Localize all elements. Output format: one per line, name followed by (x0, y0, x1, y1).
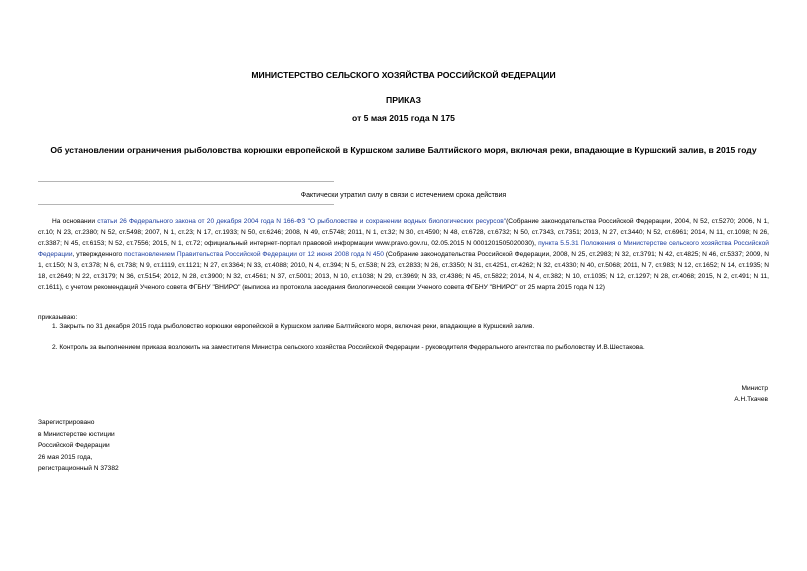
government-decree-link[interactable]: постановлением Правительства Российской Федерации от 12 июня 2008 года N 450 (124, 251, 384, 258)
registration-line: Российской Федерации (38, 442, 110, 449)
basis-text-3: (Собрание законодательства Российской Федерации, 2008, N 25, ст.2983; N 32, ст.3791; N 42, ст.4825; N 46, ст.5337; 2009, N 1, ст.150; N 3, ст.378; N 6, ст.738; N 9, ст.1119, ст.1121; N 27, ст.3364; N 33, ст.4088; 2010, N 4, ст.394; N 5, ст.538; N 23, ст.2833; N 26, ст.3350; N 31, ст.4251, ст.4262; N 32, ст.4330; N 40, ст.5068; 2011, N 7, ст.983; N 12, ст.1652; N 14, ст.1935; N 18, ст.2649; N 22, ст.3179; N 36, ст.5154; 2012, N 28, ст.3900; N 32, ст.4561; N 37, ст.5001; 2013, N 10, ст.1038; N 29, ст.3969; N 33, ст.4386; N 45, ст.5822; 2014, N 4, ст.382; N 10, ст.1035; N 12, ст.1297; N 28, ст.4068; 2015, N 2, ст.491; N 11, ст.1611), с учетом рекомендаций Ученого совета ФГБНУ "ВНИРО" (выписка из протокола заседания биологической секции Ученого совета ФГБНУ "ВНИРО" от 25 марта 2015 года N 12) (38, 251, 769, 291)
status-note: Фактически утратил силу в связи с истечением срока действия (300, 192, 507, 199)
regulation-link[interactable]: пункта 5.5.31 Положения о Министерстве сельского хозяйства Российской Федерации (38, 240, 769, 258)
order-item: 2. Контроль за выполнением приказа возложить на заместителя Министра сельского хозяйства Российской Федерации - руководителя Федерального агентства по рыболовству И.В.Шестакова. (52, 344, 645, 351)
registration-block (38, 417, 119, 475)
signatory-position: Министр (741, 385, 768, 392)
ordered-word: приказываю: (38, 314, 78, 321)
divider-bottom (38, 204, 334, 205)
registration-line: Зарегистрировано (38, 419, 95, 426)
basis-text-2: , утвержденного (72, 251, 125, 258)
doc-type-heading: ПРИКАЗ (386, 95, 421, 105)
basis-paragraph (38, 216, 769, 293)
basis-lead: На основании (52, 218, 98, 225)
registration-line: регистрационный N 37382 (38, 465, 119, 472)
law-link[interactable]: статьи 26 Федерального закона от 20 декабря 2004 года N 166-ФЗ "О рыболовстве и сохранении водных биологических ресурсов" (97, 218, 507, 225)
registration-line: в Министерстве юстиции (38, 430, 115, 438)
divider-top (38, 181, 334, 182)
signature-block (734, 383, 768, 405)
basis-text-1: (Собрание законодательства Российской Федерации, 2004, N 52, ст.5270; 2006, N 1, ст.10; N 23, ст.2380; N 52, ст.5498; 2007, N 1, ст.23; N 17, ст.1933; N 50, ст.6246; 2008, N 49, ст.5748; 2011, N 1, ст.32; N 30, ст.4590; N 48, ст.6728, ст.6732; N 50, ст.7343, ст.7351; 2013, N 27, ст.3440; N 52, ст.6961; 2014, N 11, ст.1098; N 26, ст.3387; N 45, ст.6153; N 52, ст.7556; 2015, N 1, ст.72; официальный интернет-портал правовой информации www.pravo.gov.ru, 02.05.2015 N 0001201505020030), (38, 218, 769, 247)
document-title: Об установлении ограничения рыболовства корюшки европейской в Куршском заливе Балтийского моря, включая реки, впадающие в Куршский залив, в 2015 году (50, 145, 757, 155)
order-item: 1. Закрыть по 31 декабря 2015 года рыболовство корюшки европейской в Куршском заливе Балтийского моря, включая реки, впадающие в Куршский залив. (52, 323, 535, 330)
registration-line: 26 мая 2015 года, (38, 453, 93, 461)
signatory-name: А.Н.Ткачев (734, 396, 768, 403)
date-number-heading: от 5 мая 2015 года N 175 (352, 113, 455, 123)
ministry-heading: МИНИСТЕРСТВО СЕЛЬСКОГО ХОЗЯЙСТВА РОССИЙСКОЙ ФЕДЕРАЦИИ (251, 70, 556, 80)
